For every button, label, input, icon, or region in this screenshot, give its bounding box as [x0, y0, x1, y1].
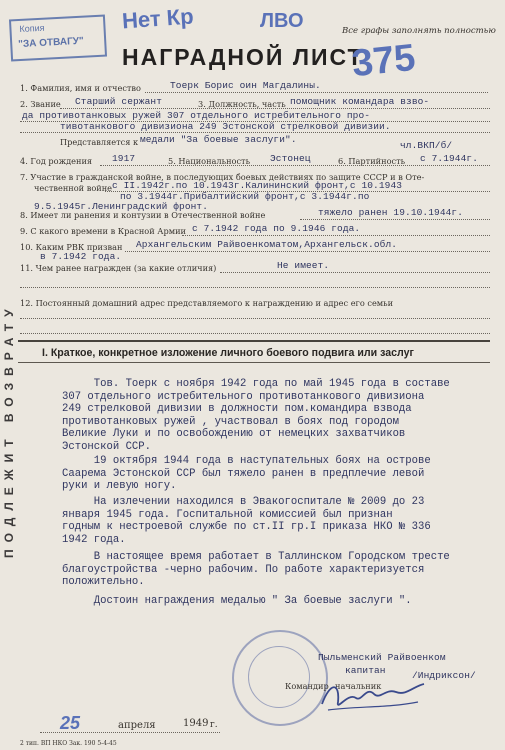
paragraph-2: 19 октября 1944 года в наступательных боях на острове Саарема Эстонской ССР был тяжело ранен в предплечие левой руки и левую ногу. — [62, 455, 431, 493]
field-7-value-3: 9.5.1945г.Ленинградский фронт. — [34, 201, 209, 212]
party-date: с 7.1944г. — [420, 153, 479, 164]
signature-rank: капитан — [345, 665, 386, 676]
title: НАГРАДНОЙ ЛИСТ — [122, 44, 364, 70]
field-10-value-2: в 7.1942 года. — [40, 251, 122, 262]
field-1-label: 1. Фамилия, имя и отчество — [20, 83, 141, 93]
handwritten-number: 375 — [349, 36, 418, 86]
paragraph-1: Тов. Тоерк с ноября 1942 года по май 1945 года в составе 307 отдельного истребительного противотанкового дивизиона 249 стрелковой дивизии в должности пом.командира взвода противотанковых ружей , участвовал в боях под городом Великие Луки и по освобождению от немецких захватчиков Эстонской ССР. — [62, 378, 450, 453]
field-7-label: 7. Участие в гражданской войне, в последующих боевых действиях по защите СССР и в Оте- — [20, 172, 425, 182]
field-9-label: 9. С какого времени в Красной Армии — [20, 226, 187, 236]
field-9-value: с 7.1942 года по 9.1946 года. — [192, 223, 361, 234]
return-required-side-text: ПОДЛЕЖИТ ВОЗВРАТУ — [2, 302, 16, 558]
signature-name: /Индриксон/ — [412, 670, 476, 681]
field-6-label: 6. Партийность — [338, 156, 406, 166]
date-day: 25 — [60, 713, 81, 733]
field-10-value: Архангельским Райвоенкоматом,Архангельск.обл. — [136, 239, 398, 250]
field-4-label: 4. Год рождения — [20, 156, 93, 166]
copy-stamp — [9, 15, 107, 62]
present-label: Представляется к — [60, 137, 139, 147]
field-5-label: 5. Национальность — [168, 156, 251, 166]
date-month: апреля — [118, 720, 156, 731]
stamp-line-2: "ЗА ОТВАГУ" — [18, 35, 84, 51]
paragraph-4: В настоящее время работает в Таллинском Городском тресте благоустройства -черно рабочим. По работе характеризуется положительно. — [62, 551, 450, 589]
field-3-value: помощник командара взво- — [290, 96, 430, 107]
field-11-value: Не имеет. — [277, 260, 330, 271]
signature-role-2: начальник — [335, 681, 382, 691]
round-seal — [232, 630, 328, 726]
field-7-value-2: по 3.1944г.Прибалтийский фронт,с 3.1944г.по — [120, 191, 370, 202]
signature-org: Пыльменский Райвоенком — [318, 652, 446, 663]
field-3-label: 3. Должность, часть — [198, 99, 286, 109]
present-value: медали "За боевые заслуги". — [140, 134, 297, 145]
date-year-suffix: г. — [210, 720, 218, 730]
field-12-label: 12. Постоянный домашний адрес представляемого к награждению и адрес его семьи — [20, 298, 394, 308]
field-2-label: 2. Звание — [20, 99, 61, 109]
print-footer: 2 тип. ВП НКО Зак. 190 5-4-45 — [20, 740, 117, 747]
stamp-line-1: Копия — [19, 22, 45, 34]
field-3-cont-1: да противотанковых ружей 307 отдельного истребительного про- — [22, 110, 371, 121]
field-7-value-1: с II.1942г.по 10.1943г.Калининский фронт,с 10.1943 — [112, 180, 403, 191]
handwritten-note-left: Нет Кр — [121, 3, 195, 34]
field-8-label: 8. Имеет ли ранения и контузии в Отечественной войне — [20, 210, 266, 220]
paragraph-3: На излечении находился в Эвакогоспитале № 2009 до 23 января 1945 года. Госпитальной комиссией был признан годным к нестроевой службе по ст.II гр.I приказа НКО № 336 1942 года. — [62, 496, 431, 546]
field-7-label-2: чественной войне — [34, 183, 113, 193]
field-3-cont-2: тивотанкового дивизиона 249 Эстонской стрелковой дивизии. — [60, 121, 391, 132]
field-4-value: 1917 — [112, 153, 136, 164]
paragraph-5: Достоин награждения медалью " За боевые заслуги ". — [62, 595, 412, 607]
party-value: чл.ВКП/б/ — [400, 140, 453, 151]
field-2-value: Старший сержант — [75, 96, 163, 107]
section-heading: I. Краткое, конкретное изложение личного боевого подвига или заслуг — [42, 347, 414, 359]
handwritten-note-mid: ЛВО — [260, 10, 304, 32]
field-10-label: 10. Каким РВК призван — [20, 242, 123, 252]
top-instruction: Все графы заполнять полностью — [342, 26, 496, 36]
field-11-label: 11. Чем ранее награжден (за какие отличия) — [20, 263, 217, 273]
field-8-value: тяжело ранен 19.10.1944г. — [318, 207, 464, 218]
signature-role: Командир — [285, 681, 329, 691]
date-year: 1949 — [183, 718, 209, 729]
handwritten-signature — [318, 672, 428, 716]
field-5-value: Эстонец — [270, 153, 311, 164]
field-1-value: Тоерк Борис оин Магдалины. — [170, 80, 321, 91]
